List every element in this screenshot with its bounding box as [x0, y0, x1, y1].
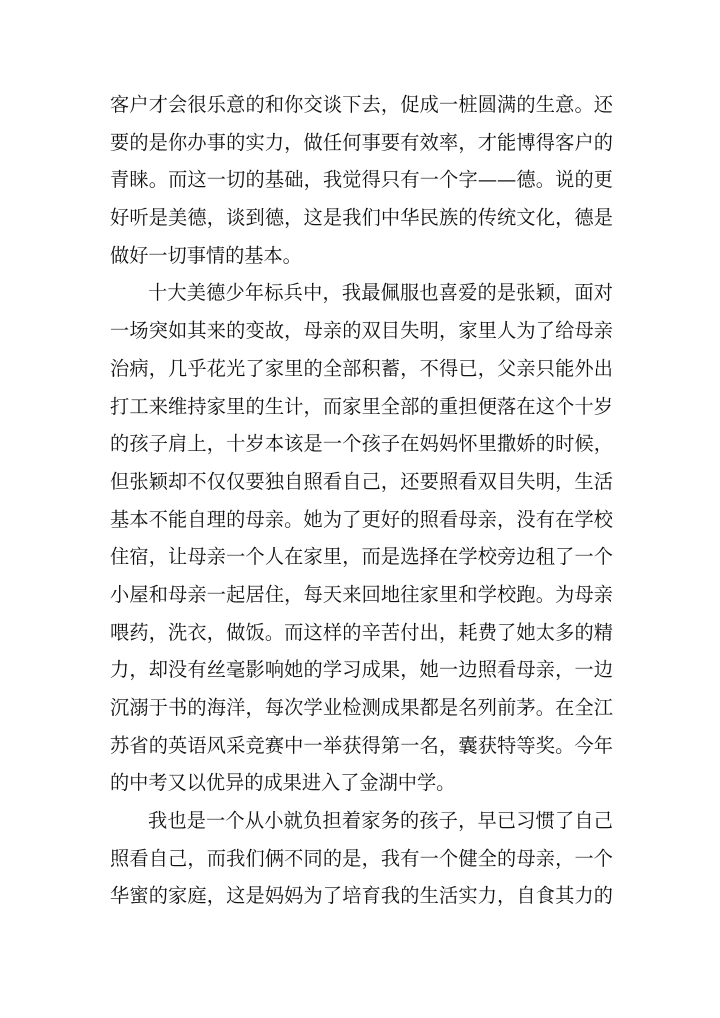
text-line: 的中考又以优异的成果进入了金湖中学。 [110, 771, 456, 795]
text-line: 喂药，洗衣，做饭。而这样的辛苦付出，耗费了她太多的精 [110, 620, 613, 644]
text-line: 基本不能自理的母亲。她为了更好的照看母亲，没有在学校 [110, 507, 613, 531]
text-line: 但张颖却不仅仅要独自照看自己，还要照看双目失明，生活 [110, 469, 613, 493]
text-line: 我也是一个从小就负担着家务的孩子，早已习惯了自己 [148, 809, 613, 833]
paragraph [110, 86, 613, 274]
text-line: 客户才会很乐意的和你交谈下去，促成一桩圆满的生意。还 [110, 93, 613, 116]
text-line: 的孩子肩上，十岁本该是一个孩子在妈妈怀里撒娇的时候， [110, 432, 613, 456]
paragraph [110, 802, 613, 915]
text-line: 小屋和母亲一起居住，每天来回地往家里和学校跑。为母亲 [110, 582, 613, 606]
text-line: 华蜜的家庭，这是妈妈为了培育我的生活实力，自食其力的 [110, 884, 613, 908]
text-line: 住宿，让母亲一个人在家里，而是选择在学校旁边租了一个 [110, 545, 613, 569]
text-line: 十大美德少年标兵中，我最佩服也喜爱的是张颖，面对 [148, 281, 613, 305]
text-line: 沉溺于书的海洋，每次学业检测成果都是名列前茅。在全江 [110, 696, 613, 719]
text-line: 治病，几乎花光了家里的全部积蓄，不得已，父亲只能外出 [110, 356, 613, 380]
text-line: 苏省的英语风采竞赛中一举获得第一名，囊获特等奖。今年 [110, 733, 613, 757]
text-line: 一场突如其来的变故，母亲的双目失明，家里人为了给母亲 [110, 319, 613, 343]
text-line: 力，却没有丝毫影响她的学习成果，她一边照看母亲，一边 [110, 658, 613, 682]
text-line: 照看自己，而我们俩不同的是，我有一个健全的母亲，一个 [110, 846, 613, 870]
paragraph [110, 274, 613, 802]
text-line: 做好一切事情的基本。 [110, 243, 302, 267]
text-line: 青睐。而这一切的基础，我觉得只有一个字——德。说的更 [110, 168, 613, 192]
document-page [110, 86, 613, 915]
text-line: 要的是你办事的实力，做任何事要有效率，才能博得客户的 [110, 130, 613, 154]
text-line: 好听是美德，谈到德，这是我们中华民族的传统文化，德是 [110, 206, 613, 230]
text-line: 打工来维持家里的生计，而家里全部的重担便落在这个十岁 [110, 394, 613, 418]
document-body [110, 86, 613, 915]
